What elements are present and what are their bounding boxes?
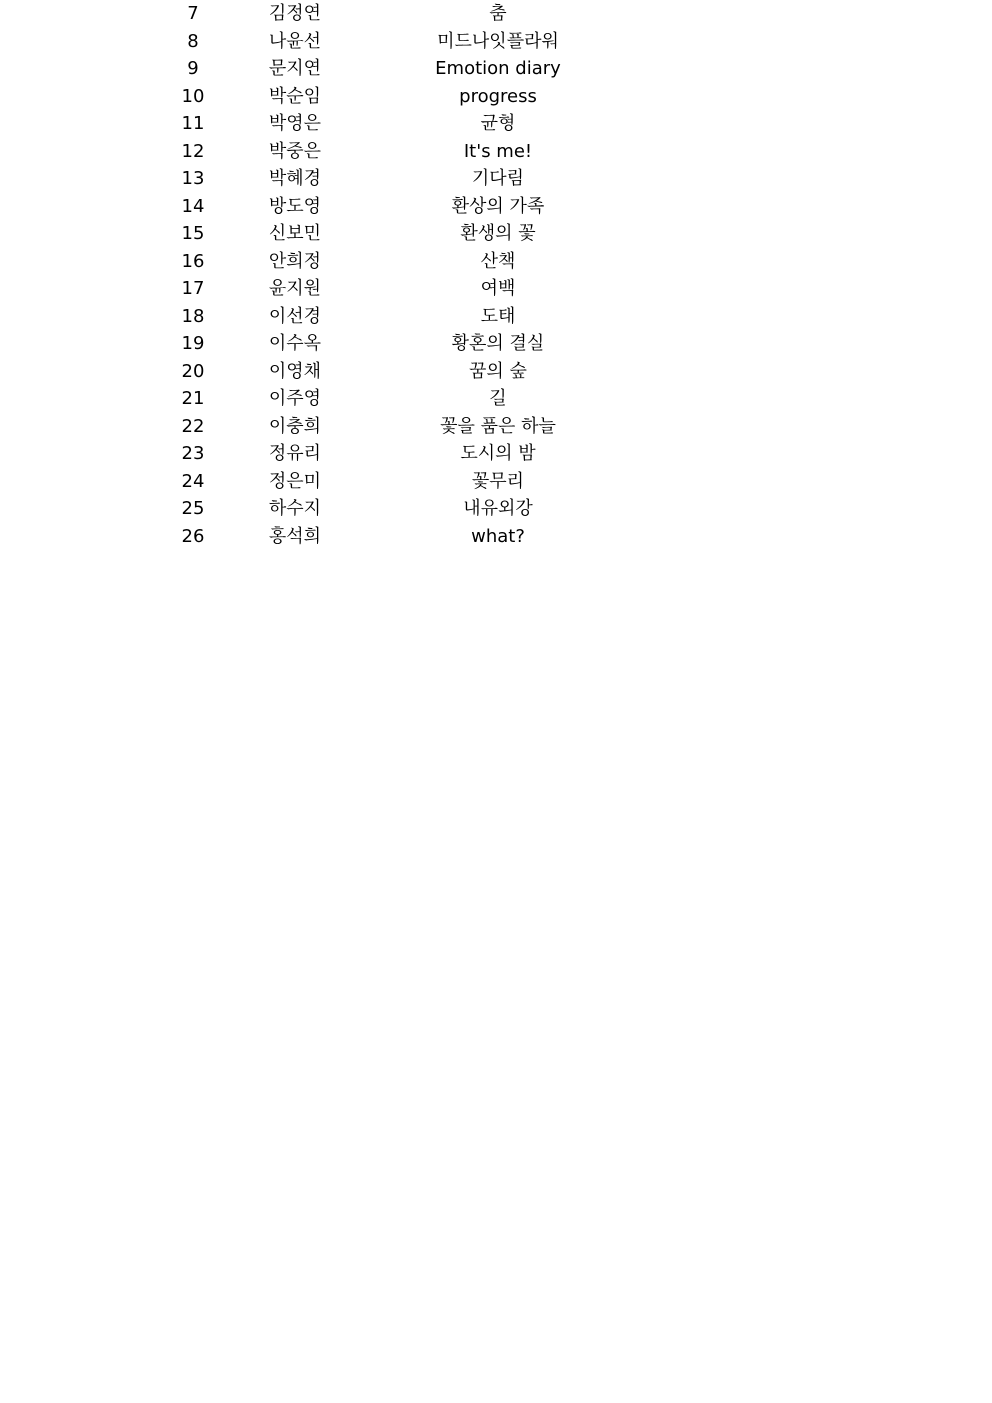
participant-name: 나윤선: [268, 30, 322, 52]
work-title: Emotion diary: [435, 58, 561, 79]
table-row: [0, 523, 992, 551]
table-row: [0, 303, 992, 331]
participant-name: 박순임: [268, 85, 322, 107]
work-title: 내유외강: [463, 498, 533, 519]
table-row: [0, 385, 992, 413]
work-title: 황혼의 결실: [451, 333, 545, 354]
table-row: [0, 83, 992, 111]
table-row: [0, 358, 992, 386]
participant-name: 방도영: [268, 195, 322, 217]
work-title: 여백: [480, 278, 516, 299]
row-number: 17: [181, 278, 205, 299]
work-title: 도태: [480, 305, 516, 327]
table-row: [0, 330, 992, 358]
participant-name: 윤지원: [268, 278, 322, 299]
work-title: progress: [459, 85, 537, 107]
work-title: 미드나잇플라워: [437, 30, 559, 52]
row-number: 21: [181, 388, 205, 409]
work-title: 기다림: [471, 168, 525, 189]
table-row: [0, 55, 992, 83]
participant-name: 하수지: [268, 498, 322, 519]
participant-name: 홍석희: [268, 525, 322, 547]
table-row: [0, 165, 992, 193]
work-title: 꽃을 품은 하늘: [440, 415, 556, 437]
participant-name: 신보민: [268, 223, 322, 244]
work-title: what?: [471, 525, 525, 547]
table-row: [0, 220, 992, 248]
participant-name: 이선경: [268, 305, 322, 327]
participant-name: 정유리: [268, 443, 322, 464]
work-title: 꿈의 숲: [469, 360, 527, 382]
row-number: 15: [181, 223, 205, 244]
work-title: 도시의 밤: [460, 443, 536, 464]
participant-name: 문지연: [268, 58, 322, 79]
row-number: 9: [187, 58, 199, 79]
work-title: 꽃무리: [471, 470, 525, 492]
participant-table: [0, 0, 992, 550]
table-row: [0, 138, 992, 166]
row-number: 22: [181, 415, 205, 437]
participant-name: 이수옥: [268, 333, 322, 354]
table-row: [0, 110, 992, 138]
table-row: [0, 468, 992, 496]
work-title: 환상의 가족: [451, 195, 545, 217]
table-row: [0, 28, 992, 56]
row-number: 16: [181, 250, 205, 272]
row-number: 7: [187, 3, 199, 24]
participant-name: 박영은: [268, 113, 322, 134]
row-number: 24: [181, 470, 205, 492]
row-number: 20: [181, 360, 205, 382]
participant-name: 이충희: [268, 415, 322, 437]
table-row: [0, 248, 992, 276]
work-title: 균형: [480, 113, 516, 134]
table-row: [0, 495, 992, 523]
participant-name: 안희정: [268, 250, 322, 272]
row-number: 26: [181, 525, 205, 547]
row-number: 13: [181, 168, 205, 189]
row-number: 11: [181, 113, 205, 134]
table-row: [0, 0, 992, 28]
work-title: It's me!: [463, 140, 533, 162]
work-title: 춤: [489, 3, 507, 24]
table-row: [0, 440, 992, 468]
row-number: 18: [181, 305, 205, 327]
row-number: 14: [181, 195, 205, 217]
participant-name: 박혜경: [268, 168, 322, 189]
row-number: 10: [181, 85, 205, 107]
row-number: 23: [181, 443, 205, 464]
participant-name: 김정연: [268, 3, 322, 24]
work-title: 산책: [480, 250, 516, 272]
work-title: 길: [489, 388, 507, 409]
row-number: 12: [181, 140, 205, 162]
participant-name: 정은미: [268, 470, 322, 492]
table-row: [0, 193, 992, 221]
table-row: [0, 275, 992, 303]
row-number: 25: [181, 498, 205, 519]
row-number: 19: [181, 333, 205, 354]
participant-name: 박중은: [268, 140, 322, 162]
participant-name: 이영채: [268, 360, 322, 382]
table-row: [0, 413, 992, 441]
participant-name: 이주영: [268, 388, 322, 409]
row-number: 8: [187, 30, 199, 52]
work-title: 환생의 꽃: [460, 223, 536, 244]
